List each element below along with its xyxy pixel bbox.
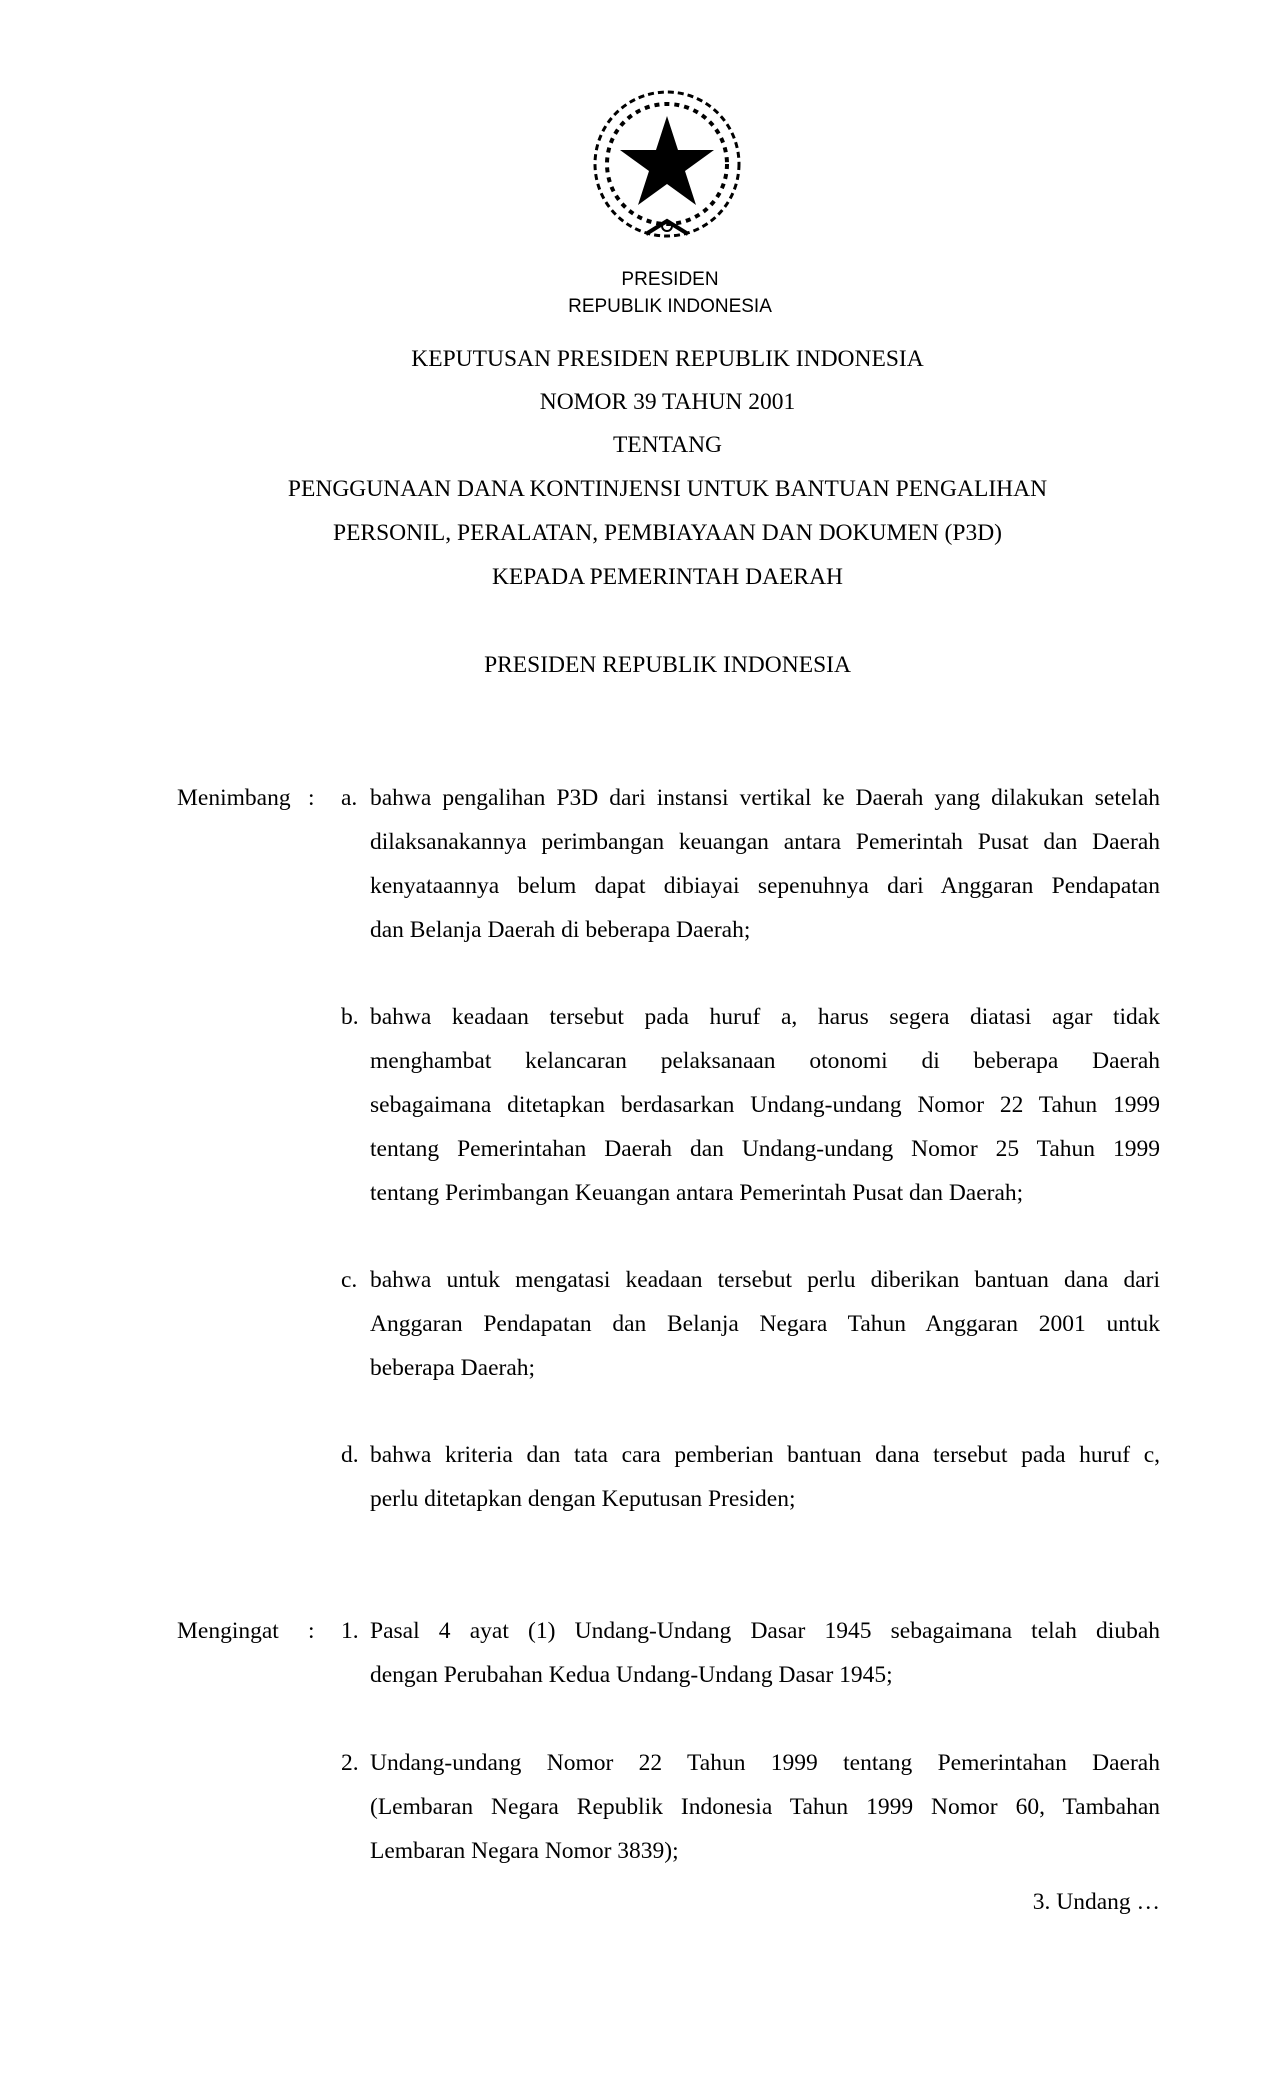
- emblem-line-presiden: PRESIDEN: [621, 269, 719, 290]
- mengingat-item-2: [370, 1741, 1160, 1873]
- mengingat-label: Mengingat: [177, 1618, 279, 1644]
- text-line: dan Belanja Daerah di beberapa Daerah;: [370, 917, 751, 943]
- text-line: bahwa kriteria dan tata cara pemberian bantuan dana tersebut pada huruf c,: [370, 1442, 1160, 1468]
- mengingat-item-1: [370, 1609, 1160, 1697]
- text-line: Undang-undang Nomor 22 Tahun 1999 tentang Pemerintahan Daerah: [370, 1750, 1160, 1776]
- item-number: a.: [341, 785, 358, 811]
- text-line: dengan Perubahan Kedua Undang-Undang Dasar 1945;: [370, 1662, 893, 1688]
- text-line: bahwa keadaan tersebut pada huruf a, harus segera diatasi agar tidak: [370, 1004, 1160, 1030]
- decree-subject-line: PERSONIL, PERALATAN, PEMBIAYAAN DAN DOKUMEN (P3D): [333, 520, 1002, 546]
- item-number: 1.: [341, 1618, 359, 1644]
- text-line: bahwa untuk mengatasi keadaan tersebut perlu diberikan bantuan dana dari: [370, 1267, 1160, 1293]
- text-line: perlu ditetapkan dengan Keputusan Presiden;: [370, 1486, 796, 1512]
- text-line: bahwa pengalihan P3D dari instansi vertikal ke Daerah yang dilakukan setelah: [370, 785, 1160, 811]
- text-line: menghambat kelancaran pelaksanaan otonomi di beberapa Daerah: [370, 1048, 1160, 1074]
- text-line: dilaksanakannya perimbangan keuangan antara Pemerintah Pusat dan Daerah: [370, 829, 1160, 855]
- text-line: tentang Pemerintahan Daerah dan Undang-undang Nomor 25 Tahun 1999: [370, 1136, 1160, 1162]
- text-line: tentang Perimbangan Keuangan antara Pemerintah Pusat dan Daerah;: [370, 1180, 1024, 1206]
- emblem-line-republik: REPUBLIK INDONESIA: [568, 296, 772, 317]
- presidential-seal-emblem: [586, 86, 748, 248]
- text-line: beberapa Daerah;: [370, 1355, 536, 1381]
- decree-issuer: PRESIDEN REPUBLIK INDONESIA: [484, 652, 851, 678]
- decree-about: TENTANG: [612, 432, 723, 458]
- decree-number: NOMOR 39 TAHUN 2001: [539, 389, 796, 415]
- item-number: d.: [341, 1442, 359, 1468]
- mengingat-colon: :: [308, 1618, 315, 1644]
- menimbang-label: Menimbang: [177, 785, 291, 811]
- decree-title: KEPUTUSAN PRESIDEN REPUBLIK INDONESIA: [411, 346, 924, 372]
- decree-subject-line: PENGGUNAAN DANA KONTINJENSI UNTUK BANTUAN PENGALIHAN: [287, 476, 1048, 502]
- text-line: (Lembaran Negara Republik Indonesia Tahun 1999 Nomor 60, Tambahan: [370, 1794, 1160, 1820]
- menimbang-item-d: [370, 1433, 1160, 1521]
- menimbang-item-b: [370, 995, 1160, 1215]
- decree-subject-line: KEPADA PEMERINTAH DAERAH: [491, 564, 844, 590]
- text-line: Lembaran Negara Nomor 3839);: [370, 1838, 679, 1864]
- menimbang-item-a: [370, 776, 1160, 952]
- text-line: kenyataannya belum dapat dibiayai sepenuhnya dari Anggaran Pendapatan: [370, 873, 1160, 899]
- item-number: 2.: [341, 1750, 359, 1776]
- text-line: Pasal 4 ayat (1) Undang-Undang Dasar 1945 sebagaimana telah diubah: [370, 1618, 1160, 1644]
- item-number: c.: [341, 1267, 358, 1293]
- menimbang-colon: :: [308, 785, 315, 811]
- text-line: Anggaran Pendapatan dan Belanja Negara Tahun Anggaran 2001 untuk: [370, 1311, 1160, 1337]
- menimbang-item-c: [370, 1258, 1160, 1390]
- page-continuation-marker: 3. Undang …: [1032, 1889, 1160, 1915]
- text-line: sebagaimana ditetapkan berdasarkan Undang-undang Nomor 22 Tahun 1999: [370, 1092, 1160, 1118]
- item-number: b.: [341, 1004, 359, 1030]
